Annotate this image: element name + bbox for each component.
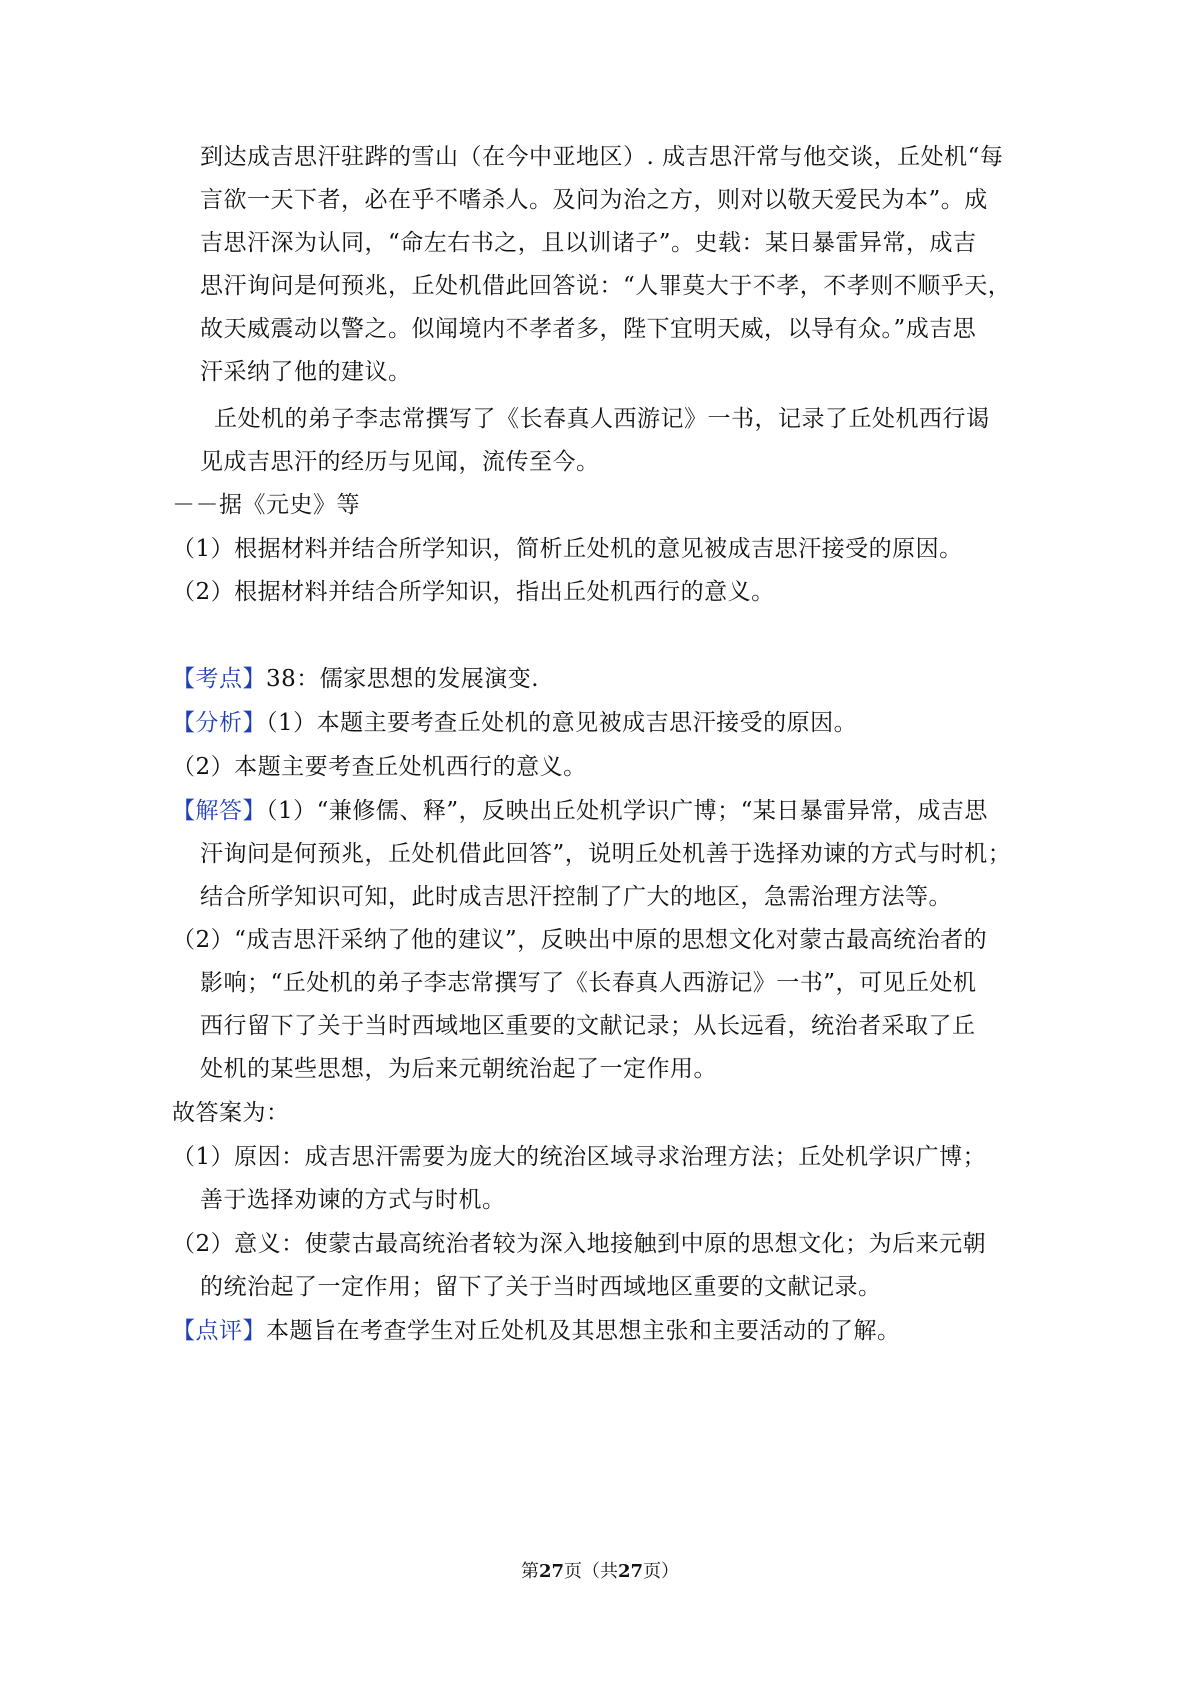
footer-page-number: 27 [538,1561,564,1582]
question-2: （2）根据材料并结合所学知识，指出丘处机西行的意义。 [172,579,775,605]
material-line: 思汗询问是何预兆，丘处机借此回答说：“人罪莫大于不孝，不孝则不顺乎天， [200,273,1012,299]
answer-line: （1）原因：成吉思汗需要为庞大的统治区域寻求治理方法；丘处机学识广博； [172,1144,987,1170]
material-line: 吉思汗深为认同，“命左右书之，且以训诸子”。史载：某日暴雷异常，成吉 [200,230,977,256]
jieda-row [172,796,988,826]
material-line: 见成吉思汗的经历与见闻，流传至今。 [200,449,600,475]
fenxi-line: （2）本题主要考查丘处机西行的意义。 [172,754,587,780]
jieda-line: 西行留下了关于当时西域地区重要的文献记录；从长远看，统治者采取了丘 [200,1013,976,1039]
jieda-tag: 【解答】 [172,798,266,824]
fenxi-tag: 【分析】 [172,710,266,736]
jieda-line: （2）“成吉思汗采纳了他的建议”，反映出中原的思想文化对蒙古最高统治者的 [172,927,988,953]
fenxi-row [172,708,857,738]
answer-line: （2）意义：使蒙古最高统治者较为深入地接触到中原的思想文化；为后来元朝 [172,1231,987,1257]
jieda-line: 处机的某些思想，为后来元朝统治起了一定作用。 [200,1056,717,1082]
material-line: 汗采纳了他的建议。 [200,359,412,385]
answer-intro: 故答案为： [172,1100,290,1126]
answer-line: 的统治起了一定作用；留下了关于当时西域地区重要的文献记录。 [200,1274,882,1300]
footer-total-pages: 27 [618,1561,644,1582]
kaodian-tag: 【考点】 [172,666,266,692]
jieda-line: 汗询问是何预兆，丘处机借此回答”，说明丘处机善于选择劝谏的方式与时机； [200,841,1012,867]
dianping-tag: 【点评】 [172,1318,266,1344]
kaodian-text: 38：儒家思想的发展演变. [266,666,540,692]
dianping-row [172,1316,901,1346]
footer-suffix: 页） [643,1561,680,1582]
jieda-text: （1）“兼修儒、释”，反映出丘处机学识广博；“某日暴雷异常，成吉思 [266,798,988,824]
dianping-text: 本题旨在考查学生对丘处机及其思想主张和主要活动的了解。 [266,1318,901,1344]
material-line: 到达成吉思汗驻跸的雪山（在今中亚地区）. 成吉思汗常与他交谈，丘处机“每 [200,144,1004,170]
jieda-line: 结合所学知识可知，此时成吉思汗控制了广大的地区，急需治理方法等。 [200,884,952,910]
material-line: 言欲一天下者，必在乎不嗜杀人。及问为治之方，则对以敬天爱民为本”。成 [200,187,988,213]
jieda-line: 影响；“丘处机的弟子李志常撰写了《长春真人西游记》一书”，可见丘处机 [200,970,977,996]
kaodian-row [172,664,539,694]
question-1: （1）根据材料并结合所学知识，简析丘处机的意见被成吉思汗接受的原因。 [172,536,963,562]
material-line: 丘处机的弟子李志常撰写了《长春真人西游记》一书，记录了丘处机西行谒 [214,406,990,432]
answer-line: 善于选择劝谏的方式与时机。 [200,1187,506,1213]
material-line: 故天威震动以警之。似闻境内不孝者多，陛下宜明天威，以导有众。”成吉思 [200,316,977,342]
page-footer [0,1560,1200,1584]
fenxi-text: （1）本题主要考查丘处机的意见被成吉思汗接受的原因。 [266,710,858,736]
footer-middle: 页（共 [564,1561,618,1582]
footer-prefix: 第 [520,1561,539,1582]
material-source: －－据《元史》等 [172,492,360,518]
